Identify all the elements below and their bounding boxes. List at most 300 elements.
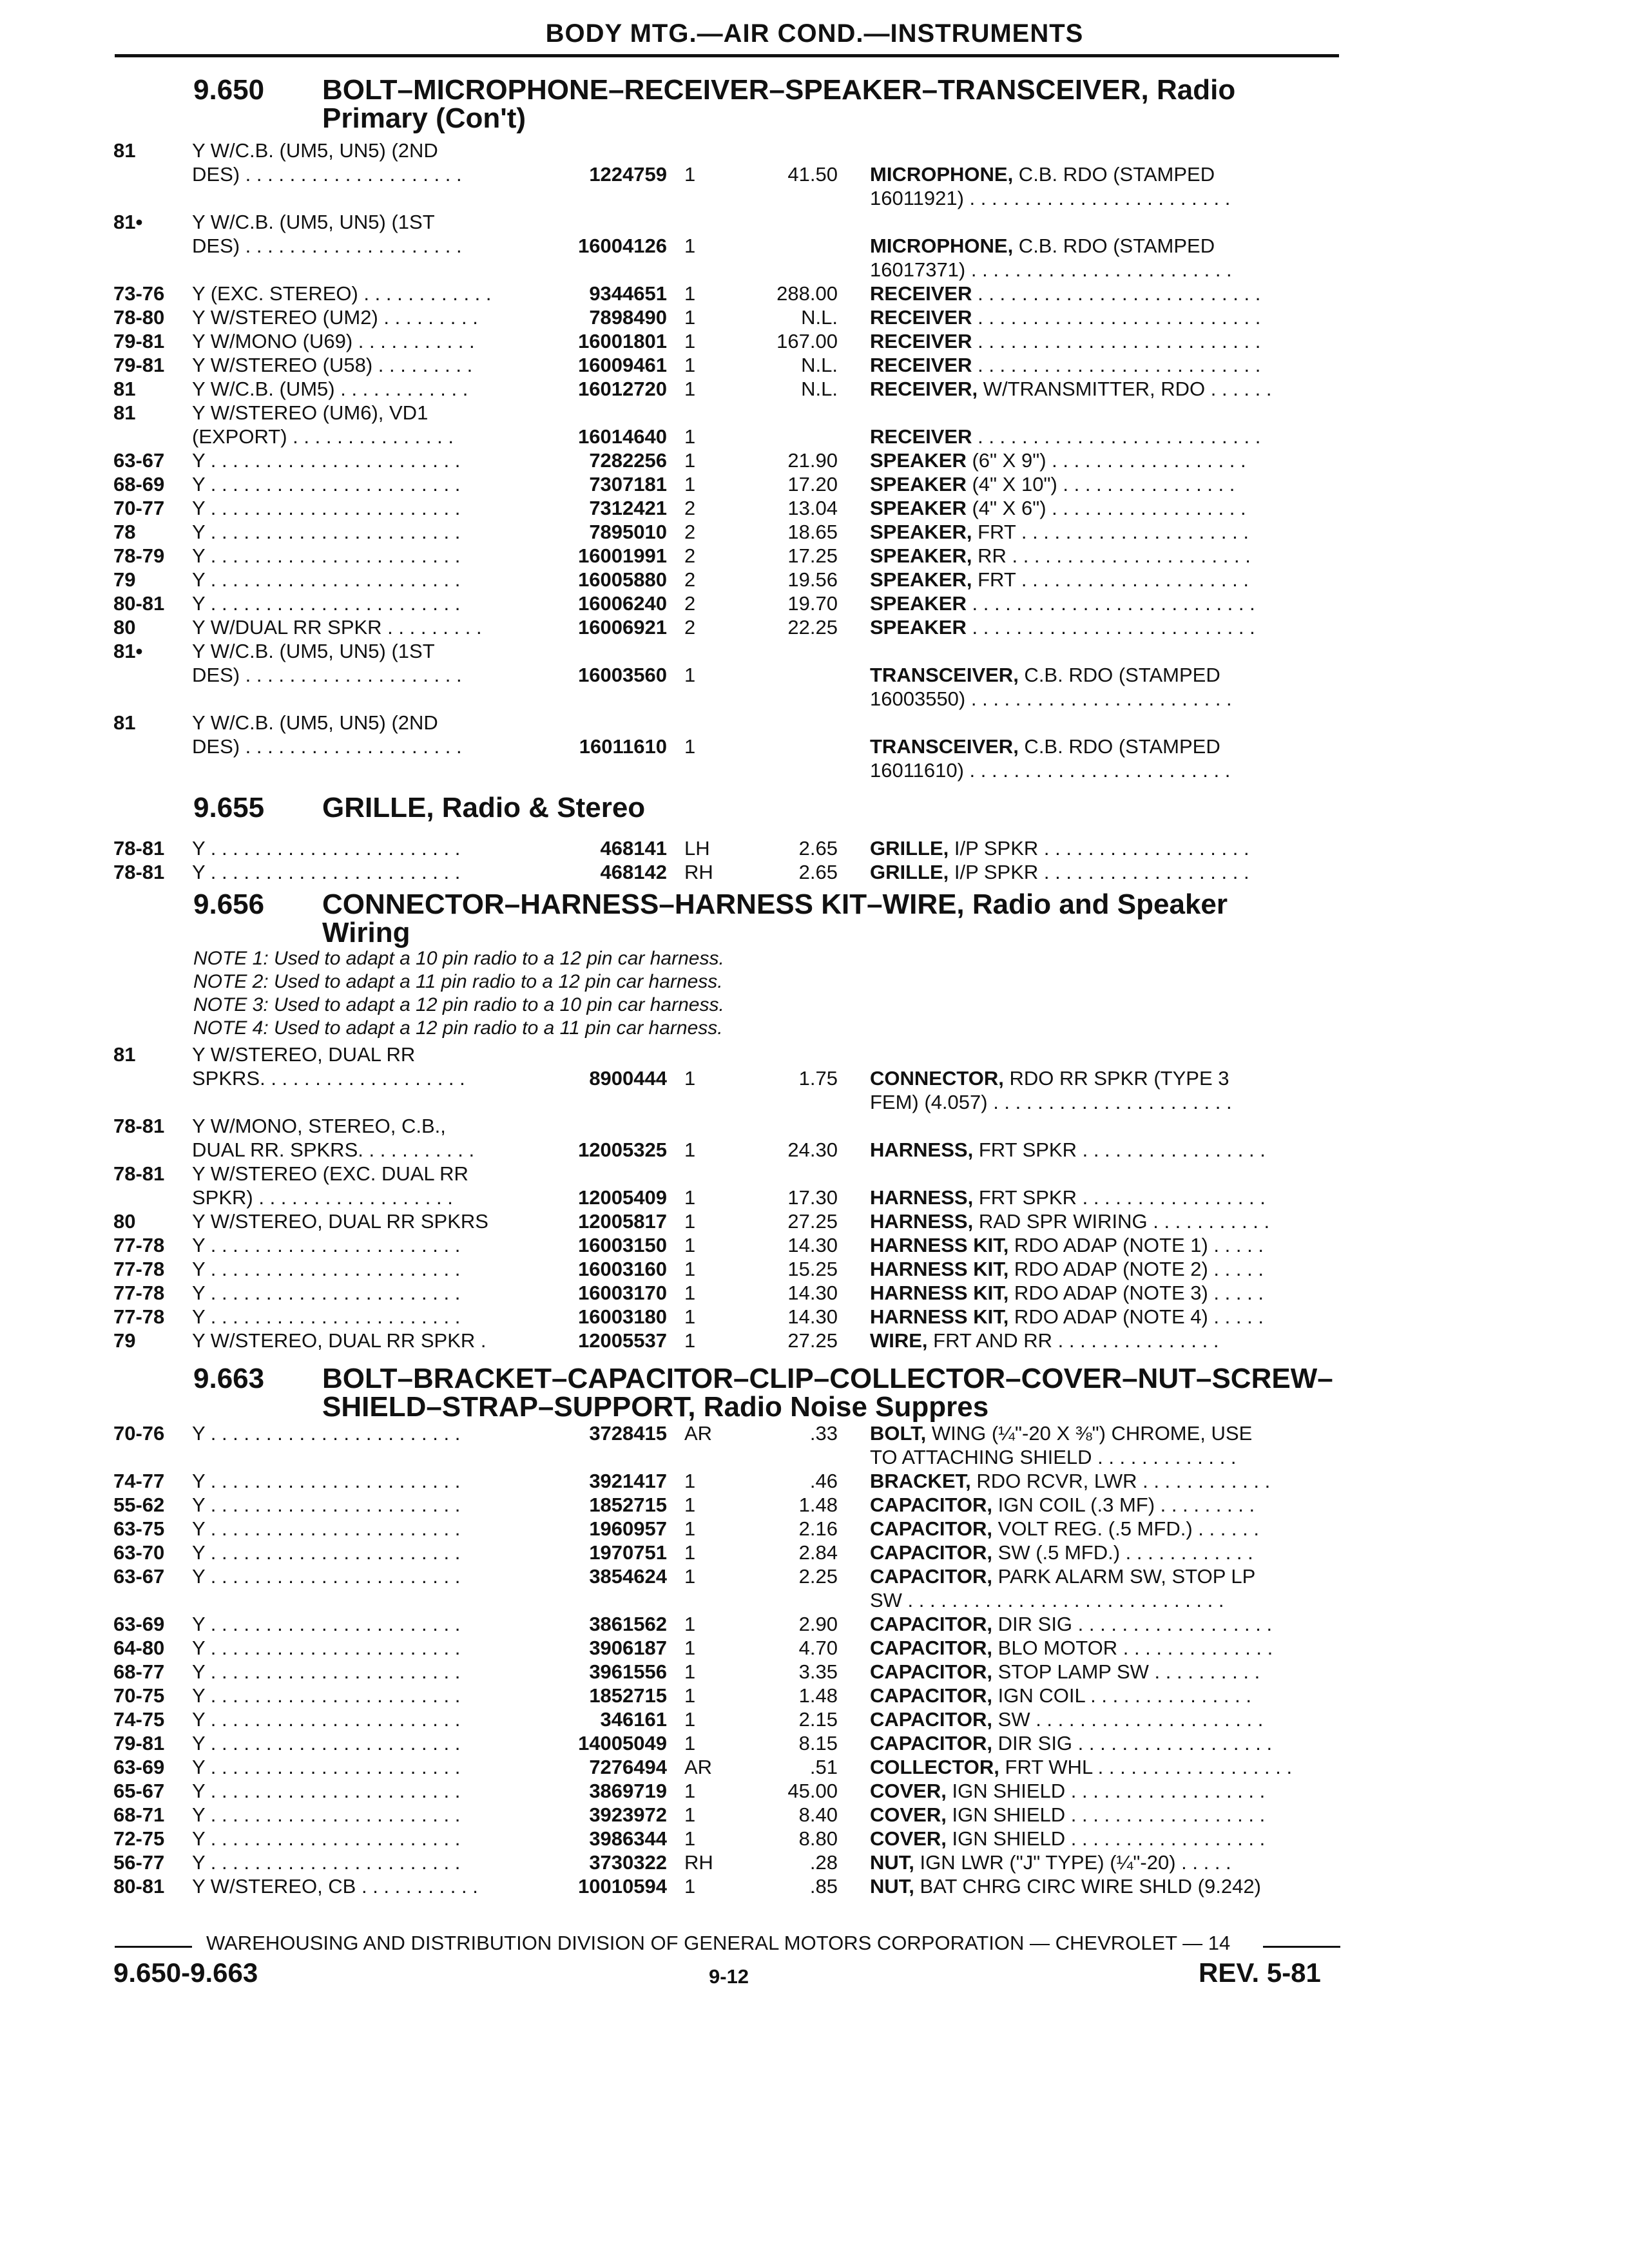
table-row: [0, 639, 1629, 663]
row-quantity: 1: [684, 1329, 696, 1352]
row-part-number: 16003560: [578, 664, 667, 686]
row-part-name: [870, 520, 1340, 544]
row-quantity: 1: [684, 1660, 696, 1683]
row-application: Y W/STEREO (U58) . . . . . . . . .: [192, 354, 473, 376]
row-part-name-detail: . . . . . . . . . . . . . . . . . . . . . . . . . .: [972, 354, 1261, 376]
table-row: [0, 1186, 1629, 1209]
row-part-number: 3986344: [589, 1827, 667, 1850]
row-quantity: 1: [684, 664, 696, 686]
row-year: 73-76: [113, 282, 165, 305]
row-price: 27.25: [787, 1210, 838, 1233]
row-application: Y W/STEREO, CB . . . . . . . . . . .: [192, 1875, 478, 1898]
table-row: [0, 1517, 1629, 1541]
row-quantity: 1: [684, 282, 696, 305]
row-quantity: 1: [684, 1613, 696, 1635]
row-part-name: [870, 1186, 1340, 1209]
row-part-name-bold: SPEAKER: [870, 449, 967, 472]
row-part-number: 1224759: [589, 163, 667, 186]
row-part-name: [870, 1445, 1340, 1469]
table-row: [0, 305, 1629, 329]
row-year: 68-71: [113, 1803, 165, 1826]
row-year: 79-81: [113, 1732, 165, 1754]
row-quantity: 1: [684, 163, 696, 186]
row-quantity: 1: [684, 1684, 696, 1707]
row-part-name-bold: SPEAKER: [870, 473, 967, 495]
row-part-name: [870, 377, 1340, 401]
note-line: NOTE 4: Used to adapt a 12 pin radio to a 11 pin car harness.: [193, 1017, 723, 1039]
row-part-number: 468141: [600, 837, 667, 860]
row-part-name-bold: CAPACITOR,: [870, 1708, 993, 1731]
row-part-number: 7282256: [589, 449, 667, 472]
table-row: [0, 1066, 1629, 1090]
row-part-name-detail: IGN SHIELD . . . . . . . . . . . . . . . . . .: [946, 1803, 1266, 1826]
row-part-number: 16009461: [578, 354, 667, 376]
row-part-name-bold: BOLT,: [870, 1422, 927, 1445]
row-price: N.L.: [801, 306, 838, 329]
row-quantity: 1: [684, 1732, 696, 1754]
row-application: SPKR) . . . . . . . . . . . . . . . . . .: [192, 1186, 453, 1209]
row-quantity: 1: [684, 1637, 696, 1659]
table-row: [0, 1233, 1629, 1257]
row-part-name: [870, 1803, 1340, 1827]
row-price: 167.00: [776, 330, 838, 352]
table-row: [0, 448, 1629, 472]
row-quantity: 1: [684, 1067, 696, 1090]
row-application: (EXPORT) . . . . . . . . . . . . . . .: [192, 425, 454, 448]
row-part-number: 3854624: [589, 1565, 667, 1588]
row-part-name-detail: IGN SHIELD . . . . . . . . . . . . . . . . . .: [946, 1780, 1266, 1802]
row-year: 79: [113, 568, 136, 591]
table-row: [0, 1636, 1629, 1660]
row-price: 45.00: [787, 1780, 838, 1802]
row-price: 1.48: [798, 1494, 838, 1516]
row-year: 78-81: [113, 861, 165, 883]
row-part-name: [870, 1469, 1340, 1493]
row-application: Y . . . . . . . . . . . . . . . . . . . . . . .: [192, 521, 461, 543]
row-application: Y . . . . . . . . . . . . . . . . . . . . . . .: [192, 544, 461, 567]
row-quantity: 1: [684, 735, 696, 758]
section-title: BOLT–MICROPHONE–RECEIVER–SPEAKER–TRANSCEIVER, Radio: [322, 74, 1236, 106]
row-part-number: 16003160: [578, 1258, 667, 1280]
row-year: 81: [113, 139, 136, 162]
row-part-name-detail: FRT . . . . . . . . . . . . . . . . . . . . .: [972, 568, 1249, 591]
table-row: [0, 1445, 1629, 1469]
row-part-name-bold: SPEAKER: [870, 592, 967, 615]
table-row: [0, 1684, 1629, 1707]
row-price: 2.16: [798, 1517, 838, 1540]
row-quantity: RH: [684, 1851, 713, 1874]
row-part-name: [870, 1233, 1340, 1257]
row-application: Y . . . . . . . . . . . . . . . . . . . . . . .: [192, 1637, 461, 1659]
row-part-number: 346161: [600, 1708, 667, 1731]
row-part-name-bold: RECEIVER: [870, 330, 972, 352]
row-part-name-bold: GRILLE,: [870, 861, 949, 883]
row-part-name-detail: WING (¼"-20 X ⅜") CHROME, USE: [926, 1422, 1253, 1445]
table-row: [0, 210, 1629, 234]
row-year: 72-75: [113, 1827, 165, 1850]
row-part-name-bold: CAPACITOR,: [870, 1517, 993, 1540]
row-price: 27.25: [787, 1329, 838, 1352]
table-row: [0, 1827, 1629, 1850]
row-application: Y . . . . . . . . . . . . . . . . . . . . . . .: [192, 861, 461, 883]
section-heading: [193, 794, 1353, 822]
row-part-name: [870, 836, 1340, 860]
row-year: 78: [113, 521, 136, 543]
row-part-name-detail: TO ATTACHING SHIELD . . . . . . . . . . . . .: [870, 1446, 1237, 1468]
row-part-name: [870, 472, 1340, 496]
header-rule: [115, 54, 1339, 57]
row-price: 17.30: [787, 1186, 838, 1209]
row-year: 79-81: [113, 330, 165, 352]
row-part-name-detail: FEM) (4.057) . . . . . . . . . . . . . . . . . . . . . .: [870, 1091, 1232, 1113]
row-year: 64-80: [113, 1637, 165, 1659]
row-part-number: 16003150: [578, 1234, 667, 1256]
row-application: Y W/C.B. (UM5, UN5) (2ND: [192, 711, 438, 734]
section-title: CONNECTOR–HARNESS–HARNESS KIT–WIRE, Radio and Speaker: [322, 889, 1228, 920]
row-part-name: [870, 1066, 1340, 1090]
page-header: BODY MTG.—AIR COND.—INSTRUMENTS: [545, 19, 1084, 48]
section-number: 9.663: [193, 1363, 265, 1394]
row-part-name-detail: DIR SIG . . . . . . . . . . . . . . . . . .: [992, 1613, 1273, 1635]
row-part-name-detail: C.B. RDO (STAMPED: [1013, 163, 1215, 186]
row-part-name-detail: BLO MOTOR . . . . . . . . . . . . . .: [992, 1637, 1273, 1659]
row-year: 78-81: [113, 837, 165, 860]
row-part-name: [870, 1329, 1340, 1352]
row-part-name: [870, 687, 1340, 711]
row-part-name-detail: (4" X 10") . . . . . . . . . . . . . . . .: [966, 473, 1235, 495]
row-part-number: 16003170: [578, 1282, 667, 1304]
row-price: 4.70: [798, 1637, 838, 1659]
table-row: [0, 472, 1629, 496]
row-part-name-detail: STOP LAMP SW . . . . . . . . . .: [992, 1660, 1260, 1683]
row-price: 17.20: [787, 473, 838, 495]
row-part-name-bold: CAPACITOR,: [870, 1732, 993, 1754]
row-application: Y . . . . . . . . . . . . . . . . . . . . . . .: [192, 1517, 461, 1540]
row-quantity: 1: [684, 1565, 696, 1588]
row-application: Y . . . . . . . . . . . . . . . . . . . . . . .: [192, 1756, 461, 1778]
row-application: Y . . . . . . . . . . . . . . . . . . . . . . .: [192, 497, 461, 519]
row-year: 63-67: [113, 449, 165, 472]
row-part-number: 12005325: [578, 1139, 667, 1161]
row-part-name: [870, 1305, 1340, 1329]
row-application: DES) . . . . . . . . . . . . . . . . . . . .: [192, 235, 462, 257]
row-year: 68-69: [113, 473, 165, 495]
row-application: Y . . . . . . . . . . . . . . . . . . . . . . .: [192, 1258, 461, 1280]
table-row: [0, 1755, 1629, 1779]
row-application: Y W/C.B. (UM5, UN5) (2ND: [192, 139, 438, 162]
row-part-number: 7898490: [589, 306, 667, 329]
row-part-name-detail: RAD SPR WIRING . . . . . . . . . . .: [973, 1210, 1270, 1233]
row-part-name-bold: HARNESS KIT,: [870, 1305, 1009, 1328]
row-part-name-detail: (4" X 6") . . . . . . . . . . . . . . . . . .: [966, 497, 1246, 519]
row-price: .46: [809, 1470, 838, 1492]
table-row: [0, 860, 1629, 884]
row-part-name: [870, 258, 1340, 282]
table-row: [0, 1421, 1629, 1445]
row-application: DES) . . . . . . . . . . . . . . . . . . . .: [192, 735, 462, 758]
note-line: NOTE 2: Used to adapt a 11 pin radio to a 12 pin car harness.: [193, 971, 723, 992]
row-application: Y W/C.B. (UM5, UN5) (1ST: [192, 211, 435, 233]
row-part-number: 3728415: [589, 1422, 667, 1445]
row-year: 68-77: [113, 1660, 165, 1683]
row-part-name: [870, 1684, 1340, 1707]
row-quantity: 1: [684, 1305, 696, 1328]
footer-center: 9-12: [709, 1965, 749, 1988]
section-title: BOLT–BRACKET–CAPACITOR–CLIP–COLLECTOR–COVER–NUT–SCREW–: [322, 1363, 1333, 1394]
row-quantity: 1: [684, 378, 696, 400]
row-part-name: [870, 234, 1340, 258]
table-row: [0, 1493, 1629, 1517]
row-quantity: AR: [684, 1422, 713, 1445]
row-part-name-detail: RDO RR SPKR (TYPE 3: [1003, 1067, 1229, 1090]
row-part-name-detail: 16017371) . . . . . . . . . . . . . . . . . . . . . . . .: [870, 258, 1232, 281]
row-quantity: 2: [684, 568, 696, 591]
row-part-name-detail: RDO ADAP (NOTE 4) . . . . .: [1008, 1305, 1264, 1328]
row-part-number: 468142: [600, 861, 667, 883]
row-part-name: [870, 1660, 1340, 1684]
row-price: 8.15: [798, 1732, 838, 1754]
table-row: [0, 234, 1629, 258]
row-application: Y . . . . . . . . . . . . . . . . . . . . . . .: [192, 1803, 461, 1826]
section-heading: [193, 76, 1353, 133]
row-part-number: 16014640: [578, 425, 667, 448]
table-row: [0, 735, 1629, 758]
row-part-name: [870, 1517, 1340, 1541]
row-part-name: [870, 1636, 1340, 1660]
row-part-number: 16006240: [578, 592, 667, 615]
row-part-number: 16001991: [578, 544, 667, 567]
row-price: 13.04: [787, 497, 838, 519]
row-price: 2.84: [798, 1541, 838, 1564]
section-title-cont: Wiring: [322, 917, 410, 948]
row-year: 81: [113, 711, 136, 734]
row-part-name-detail: IGN SHIELD . . . . . . . . . . . . . . . . . .: [946, 1827, 1266, 1850]
row-part-name: [870, 448, 1340, 472]
row-year: 77-78: [113, 1258, 165, 1280]
row-part-name-bold: COVER,: [870, 1803, 947, 1826]
row-application: Y . . . . . . . . . . . . . . . . . . . . . . .: [192, 1851, 461, 1874]
row-year: 74-77: [113, 1470, 165, 1492]
row-part-name-detail: 16011610) . . . . . . . . . . . . . . . . . . . . . . . .: [870, 759, 1231, 782]
row-year: 77-78: [113, 1282, 165, 1304]
row-quantity: 1: [684, 1708, 696, 1731]
row-application: Y . . . . . . . . . . . . . . . . . . . . . . .: [192, 1494, 461, 1516]
row-quantity: 1: [684, 1186, 696, 1209]
row-price: 2.65: [798, 837, 838, 860]
row-application: Y . . . . . . . . . . . . . . . . . . . . . . .: [192, 1470, 461, 1492]
row-quantity: 1: [684, 306, 696, 329]
table-row: [0, 1114, 1629, 1138]
table-row: [0, 1874, 1629, 1898]
row-part-number: 3961556: [589, 1660, 667, 1683]
row-part-name: [870, 568, 1340, 591]
row-application: Y . . . . . . . . . . . . . . . . . . . . . . .: [192, 1613, 461, 1635]
row-part-name: [870, 1493, 1340, 1517]
row-quantity: LH: [684, 837, 710, 860]
row-year: 80: [113, 1210, 136, 1233]
row-part-name: [870, 1564, 1340, 1588]
row-part-number: 16003180: [578, 1305, 667, 1328]
row-part-number: 3923972: [589, 1803, 667, 1826]
table-row: [0, 615, 1629, 639]
row-part-name: [870, 1755, 1340, 1779]
row-part-name-detail: I/P SPKR . . . . . . . . . . . . . . . . . . .: [949, 837, 1249, 860]
row-part-name-bold: WIRE,: [870, 1329, 928, 1352]
section-heading: [193, 1365, 1353, 1421]
table-row: [0, 1469, 1629, 1493]
row-part-name: [870, 1827, 1340, 1850]
row-application: SPKRS. . . . . . . . . . . . . . . . . . .: [192, 1067, 465, 1090]
row-part-name-bold: HARNESS KIT,: [870, 1282, 1009, 1304]
row-price: N.L.: [801, 354, 838, 376]
row-part-number: 7312421: [589, 497, 667, 519]
row-part-name-bold: COLLECTOR,: [870, 1756, 999, 1778]
row-quantity: 1: [684, 1210, 696, 1233]
row-application: Y W/STEREO (EXC. DUAL RR: [192, 1162, 468, 1185]
row-part-name-detail: W/TRANSMITTER, RDO . . . . . .: [978, 378, 1272, 400]
table-row: [0, 1779, 1629, 1803]
row-part-name-detail: (6" X 9") . . . . . . . . . . . . . . . . . .: [966, 449, 1246, 472]
row-part-number: 16006921: [578, 616, 667, 639]
row-quantity: 2: [684, 616, 696, 639]
table-row: [0, 1803, 1629, 1827]
row-year: 70-76: [113, 1422, 165, 1445]
row-application: Y . . . . . . . . . . . . . . . . . . . . . . .: [192, 592, 461, 615]
row-part-name-detail: SW . . . . . . . . . . . . . . . . . . . . .: [992, 1708, 1264, 1731]
row-part-name-detail: IGN LWR ("J" TYPE) (¼"-20) . . . . .: [914, 1851, 1231, 1874]
row-year: 63-69: [113, 1613, 165, 1635]
row-year: 74-75: [113, 1708, 165, 1731]
table-row: [0, 1043, 1629, 1066]
row-part-name-bold: CAPACITOR,: [870, 1494, 993, 1516]
table-row: [0, 1138, 1629, 1162]
row-part-name-detail: RDO ADAP (NOTE 3) . . . . .: [1008, 1282, 1264, 1304]
table-row: [0, 1281, 1629, 1305]
row-part-name-bold: HARNESS,: [870, 1186, 974, 1209]
row-price: 18.65: [787, 521, 838, 543]
row-part-number: 12005537: [578, 1329, 667, 1352]
row-part-name: [870, 615, 1340, 639]
row-price: 22.25: [787, 616, 838, 639]
row-application: Y . . . . . . . . . . . . . . . . . . . . . . .: [192, 1305, 461, 1328]
row-part-name: [870, 1850, 1340, 1874]
row-part-number: 7276494: [589, 1756, 667, 1778]
row-quantity: 1: [684, 1139, 696, 1161]
row-price: 17.25: [787, 544, 838, 567]
table-row: [0, 496, 1629, 520]
row-part-name-detail: VOLT REG. (.5 MFD.) . . . . . .: [992, 1517, 1259, 1540]
row-part-number: 8900444: [589, 1067, 667, 1090]
row-part-name-bold: NUT,: [870, 1851, 914, 1874]
row-year: 78-79: [113, 544, 165, 567]
row-quantity: 2: [684, 497, 696, 519]
row-application: Y . . . . . . . . . . . . . . . . . . . . . . .: [192, 449, 461, 472]
row-part-name-bold: MICROPHONE,: [870, 163, 1014, 186]
row-part-name: [870, 663, 1340, 687]
row-price: 2.90: [798, 1613, 838, 1635]
row-price: 19.70: [787, 592, 838, 615]
row-year: 55-62: [113, 1494, 165, 1516]
row-application: Y . . . . . . . . . . . . . . . . . . . . . . .: [192, 1827, 461, 1850]
row-part-name-bold: CAPACITOR,: [870, 1660, 993, 1683]
row-price: 24.30: [787, 1139, 838, 1161]
row-part-name-bold: RECEIVER,: [870, 378, 978, 400]
row-part-number: 16001801: [578, 330, 667, 352]
table-row: [0, 1209, 1629, 1233]
row-year: 81•: [113, 211, 143, 233]
table-row: [0, 1731, 1629, 1755]
row-part-name-bold: CAPACITOR,: [870, 1613, 993, 1635]
row-application: Y W/MONO, STEREO, C.B.,: [192, 1115, 446, 1137]
row-price: 1.75: [798, 1067, 838, 1090]
row-price: 2.65: [798, 861, 838, 883]
row-part-name-detail: 16011921) . . . . . . . . . . . . . . . . . . . . . . . .: [870, 187, 1231, 209]
row-quantity: 1: [684, 1470, 696, 1492]
row-price: 41.50: [787, 163, 838, 186]
row-part-name-bold: MICROPHONE,: [870, 235, 1014, 257]
row-price: 19.56: [787, 568, 838, 591]
table-row: [0, 1612, 1629, 1636]
row-year: 70-75: [113, 1684, 165, 1707]
row-year: 78-81: [113, 1115, 165, 1137]
row-year: 65-67: [113, 1780, 165, 1802]
row-application: DES) . . . . . . . . . . . . . . . . . . . .: [192, 163, 462, 186]
row-part-name-bold: RECEIVER: [870, 282, 972, 305]
row-application: Y W/STEREO (UM6), VD1: [192, 401, 429, 424]
table-row: [0, 1305, 1629, 1329]
row-year: 70-77: [113, 497, 165, 519]
row-part-name-bold: RECEIVER: [870, 354, 972, 376]
row-price: .51: [809, 1756, 838, 1778]
table-row: [0, 544, 1629, 568]
row-application: Y W/STEREO, DUAL RR: [192, 1043, 416, 1066]
row-part-name-bold: RECEIVER: [870, 425, 972, 448]
row-quantity: 1: [684, 235, 696, 257]
row-application: Y . . . . . . . . . . . . . . . . . . . . . . .: [192, 1282, 461, 1304]
row-application: Y . . . . . . . . . . . . . . . . . . . . . . .: [192, 1780, 461, 1802]
row-year: 56-77: [113, 1851, 165, 1874]
row-part-name-bold: SPEAKER,: [870, 544, 972, 567]
table-row: [0, 1257, 1629, 1281]
row-part-name-bold: COVER,: [870, 1827, 947, 1850]
row-part-number: 16011610: [579, 735, 667, 758]
footer-left: 9.650-9.663: [113, 1957, 258, 1988]
row-part-name-bold: CAPACITOR,: [870, 1637, 993, 1659]
footer-rule-right: [1263, 1946, 1340, 1948]
row-part-name: [870, 735, 1340, 758]
row-year: 78-81: [113, 1162, 165, 1185]
row-part-name-detail: FRT . . . . . . . . . . . . . . . . . . . . .: [972, 521, 1249, 543]
row-part-number: 16005880: [578, 568, 667, 591]
row-price: 21.90: [787, 449, 838, 472]
row-part-name-detail: C.B. RDO (STAMPED: [1018, 664, 1220, 686]
row-application: Y . . . . . . . . . . . . . . . . . . . . . . .: [192, 1708, 461, 1731]
table-row: [0, 568, 1629, 591]
row-year: 81•: [113, 640, 143, 662]
row-part-name-bold: HARNESS KIT,: [870, 1258, 1009, 1280]
row-quantity: AR: [684, 1756, 713, 1778]
note-line: NOTE 1: Used to adapt a 10 pin radio to a 12 pin car harness.: [193, 948, 724, 969]
row-part-name-detail: . . . . . . . . . . . . . . . . . . . . . . . . . .: [972, 330, 1261, 352]
row-part-name: [870, 591, 1340, 615]
table-row: [0, 687, 1629, 711]
row-application: Y W/C.B. (UM5, UN5) (1ST: [192, 640, 435, 662]
row-quantity: 1: [684, 1803, 696, 1826]
row-part-number: 3861562: [589, 1613, 667, 1635]
row-quantity: 1: [684, 1875, 696, 1898]
table-row: [0, 401, 1629, 425]
row-application: DES) . . . . . . . . . . . . . . . . . . . .: [192, 664, 462, 686]
